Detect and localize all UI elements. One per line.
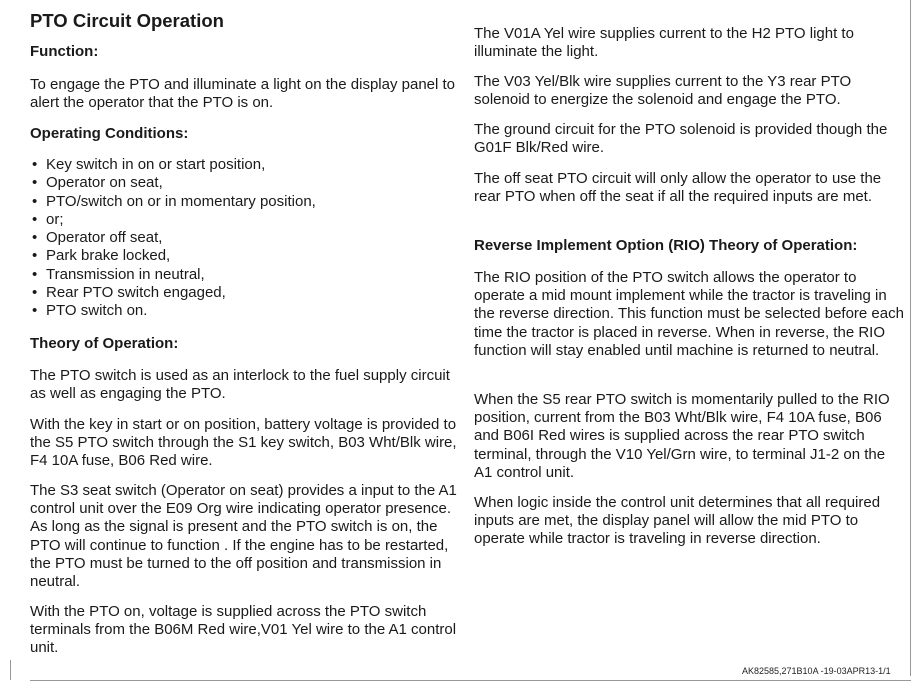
theory-paragraph: With the PTO on, voltage is supplied across the PTO switch terminals from the B06M Red wire,V01 Yel wire to the A1 control unit. bbox=[30, 603, 457, 657]
theory-paragraph: With the key in start or on position, battery voltage is provided to the S5 PTO switch through the S1 key switch, B03 Wht/Blk wire, F4 10A fuse, B06 Red wire. bbox=[30, 416, 457, 470]
operating-conditions-heading: Operating Conditions: bbox=[30, 125, 189, 142]
condition-item: • Operator off seat, bbox=[30, 229, 316, 247]
body-paragraph: The V01A Yel wire supplies current to the H2 PTO light to illuminate the light. bbox=[474, 25, 854, 61]
rio-paragraph: When logic inside the control unit determines that all required inputs are met, the display panel will allow the mid PTO to operate while tractor is traveling in reverse direction. bbox=[474, 494, 881, 548]
condition-item: • Transmission in neutral, bbox=[30, 266, 316, 284]
condition-item: • Key switch in on or start position, bbox=[30, 156, 316, 174]
operating-conditions-list bbox=[30, 156, 316, 321]
body-paragraph: The V03 Yel/Blk wire supplies current to the Y3 rear PTO solenoid to energize the solenoid and engage the PTO. bbox=[474, 73, 852, 109]
body-paragraph: The off seat PTO circuit will only allow the operator to use the rear PTO when off the seat if all the required inputs are met. bbox=[474, 170, 882, 206]
condition-item: • Park brake locked, bbox=[30, 247, 316, 265]
rio-heading: Reverse Implement Option (RIO) Theory of Operation: bbox=[474, 237, 858, 254]
condition-item: • Operator on seat, bbox=[30, 174, 316, 192]
function-text: To engage the PTO and illuminate a light on the display panel to alert the operator that the PTO is on. bbox=[30, 76, 456, 112]
theory-heading: Theory of Operation: bbox=[30, 335, 179, 352]
rio-paragraph: The RIO position of the PTO switch allows the operator to operate a mid mount implement while the tractor is traveling in the reverse direction. This function must be selected before each time the tractor is placed in reverse. When in reverse, the RIO function will stay enabled until machine is returned to neutral. bbox=[474, 269, 904, 359]
document-reference-code: AK82585,271B10A -19-03APR13-1/1 bbox=[742, 666, 891, 676]
condition-item: • PTO/switch on or in momentary position, bbox=[30, 193, 316, 211]
theory-paragraph: The PTO switch is used as an interlock to the fuel supply circuit as well as engaging the PTO. bbox=[30, 367, 450, 403]
body-paragraph: The ground circuit for the PTO solenoid is provided though the G01F Blk/Red wire. bbox=[474, 121, 888, 157]
theory-paragraph: The S3 seat switch (Operator on seat) provides a input to the A1 control unit over the E09 Org wire indicating operator presence. As long as the signal is present and the PTO switch is on, the PTO will continue to function . If the engine has to be restarted, the PTO must be turned to the off position and transmission in neutral. bbox=[30, 482, 457, 591]
page-border-left bbox=[10, 660, 11, 680]
page-border-right bbox=[910, 0, 911, 676]
page-border-bottom bbox=[30, 680, 911, 681]
function-heading: Function: bbox=[30, 43, 99, 60]
rio-paragraph: When the S5 rear PTO switch is momentarily pulled to the RIO position, current from the B03 Wht/Blk wire, F4 10A fuse, B06 and B06I Red wires is supplied across the rear PTO switch terminal, through the V10 Yel/Grn wire, to terminal J1-2 on the A1 control unit. bbox=[474, 391, 890, 481]
condition-item: • Rear PTO switch engaged, bbox=[30, 284, 316, 302]
condition-item: • PTO switch on. bbox=[30, 302, 316, 320]
condition-item: • or; bbox=[30, 211, 316, 229]
page-title: PTO Circuit Operation bbox=[30, 10, 224, 31]
